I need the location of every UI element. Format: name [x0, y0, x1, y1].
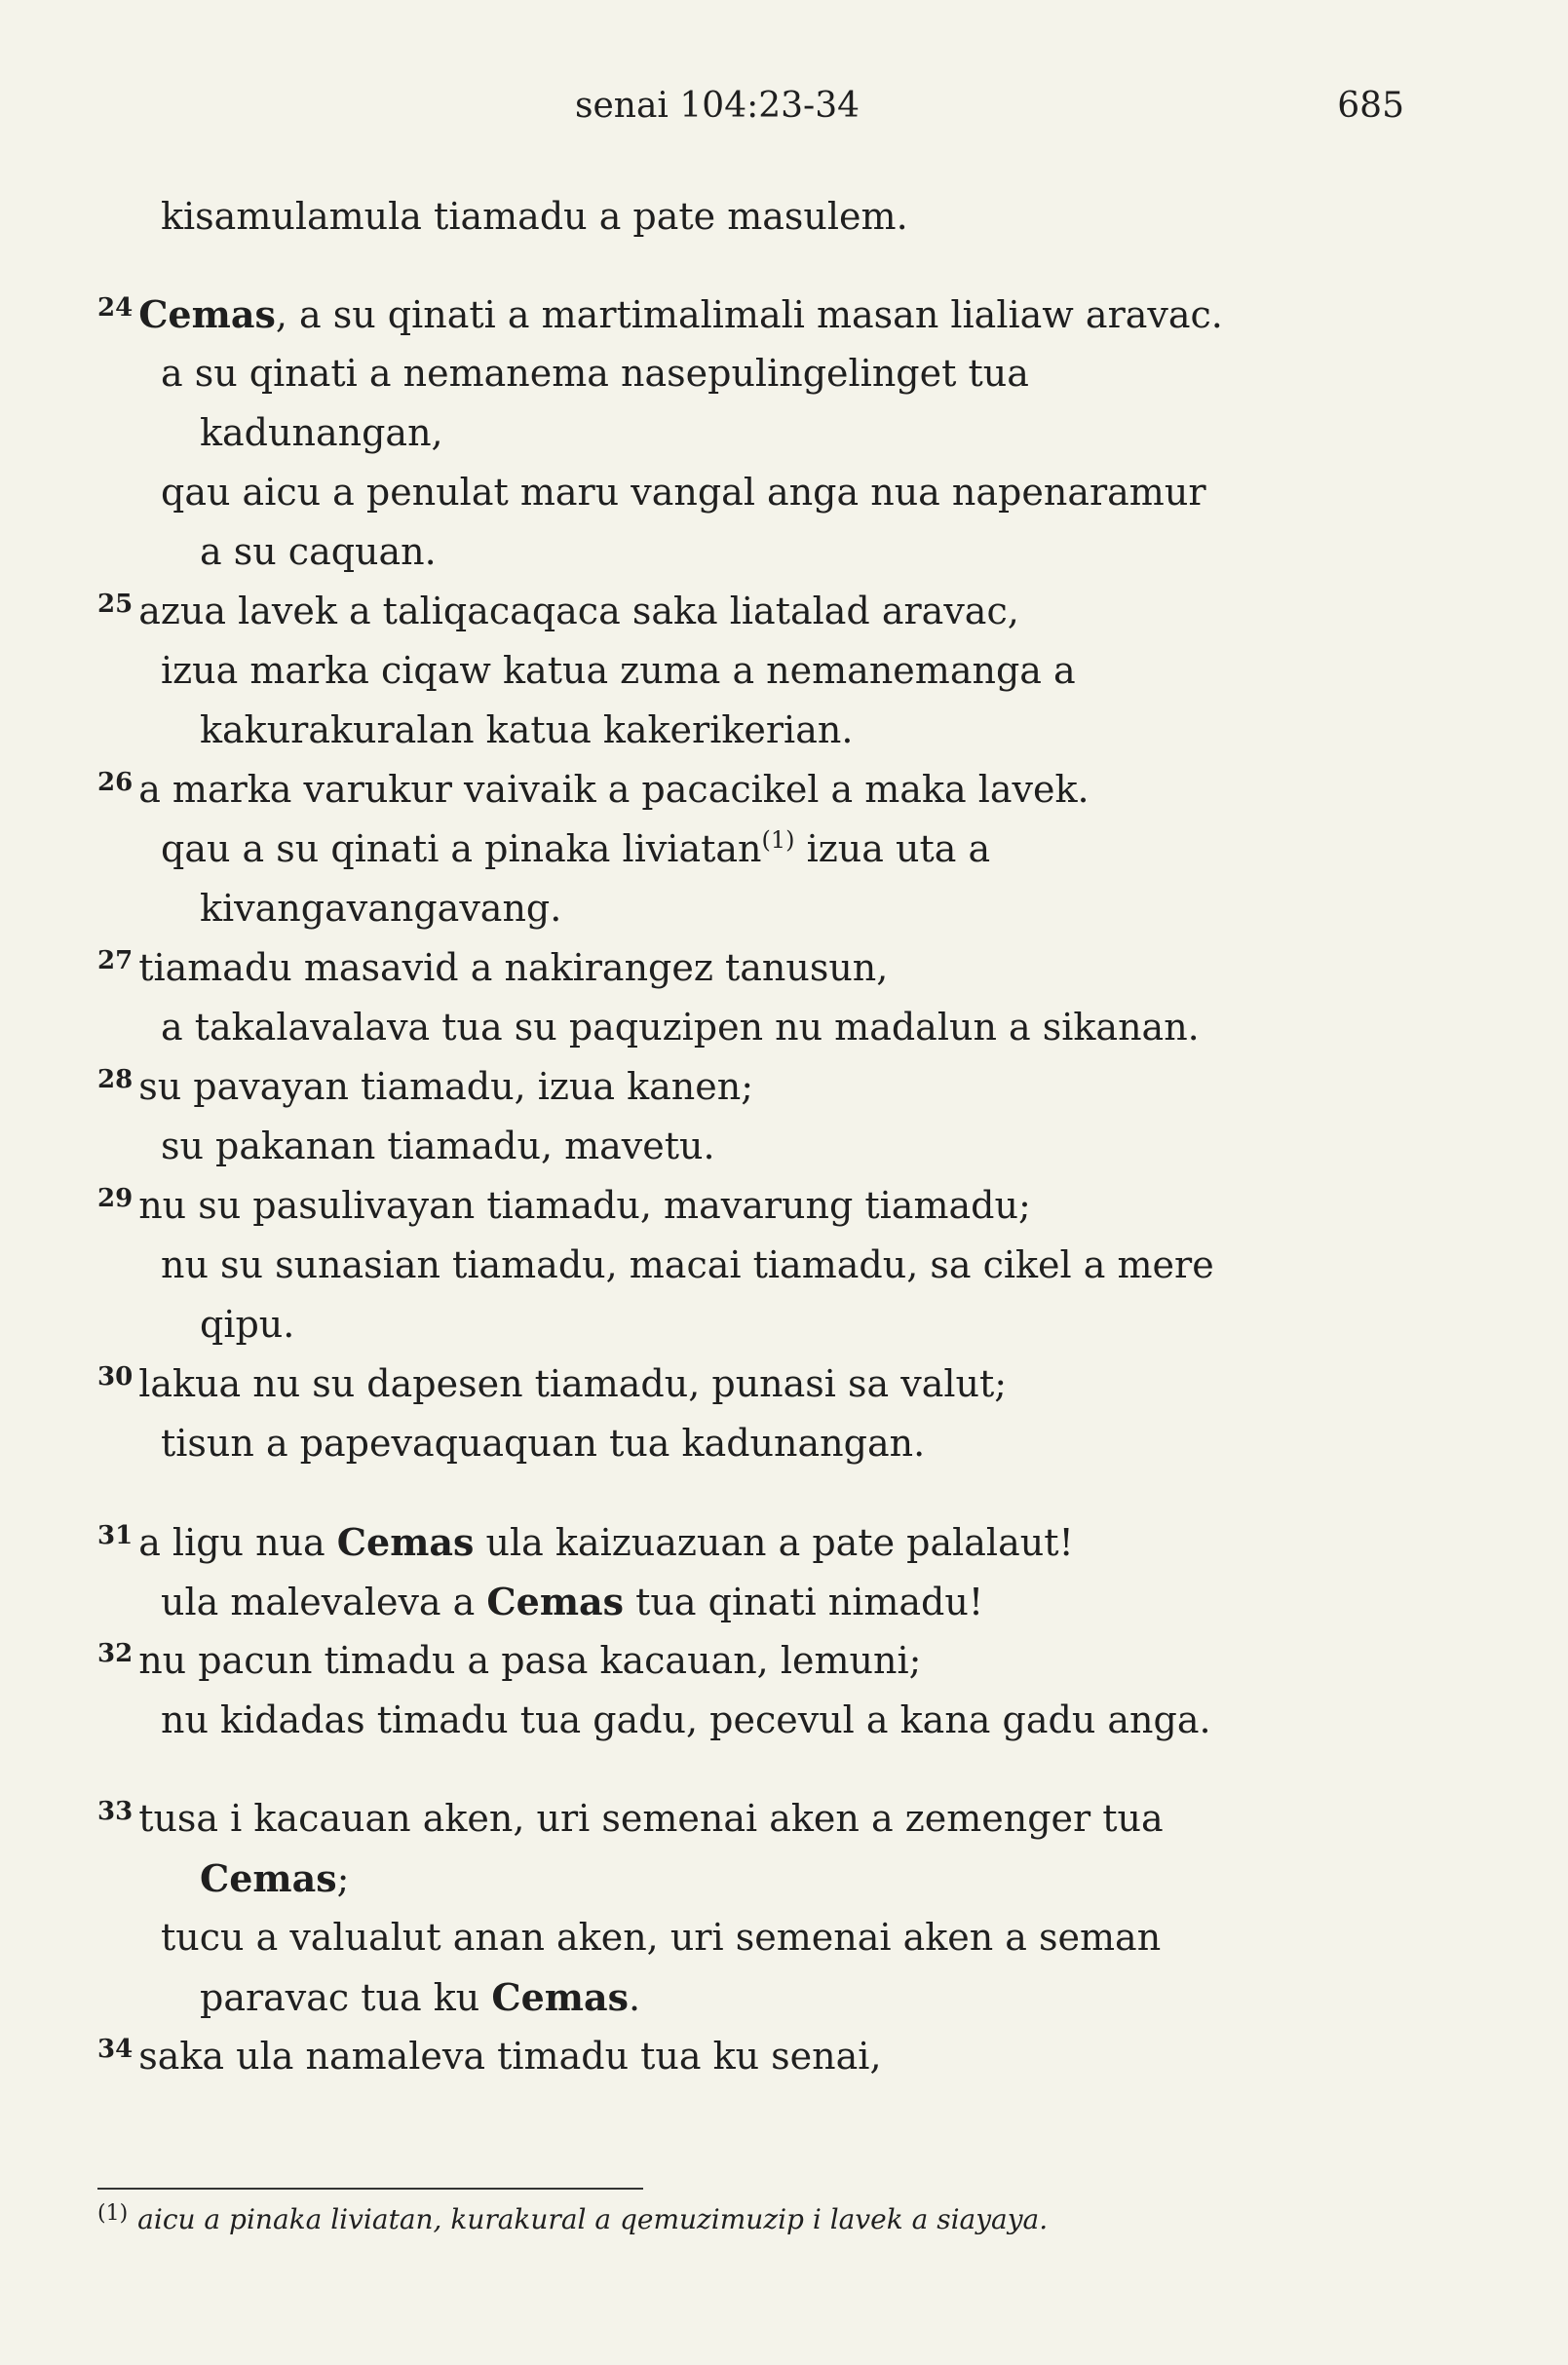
- verse-text: paravac tua ku: [200, 1976, 492, 2019]
- verse-text: su pakanan tiamadu, mavetu.: [161, 1125, 715, 1167]
- text-line: [97, 1057, 753, 1122]
- text-line: [200, 701, 853, 760]
- verse-text: qipu.: [200, 1303, 295, 1346]
- verse-text: saka ula namaleva timadu tua ku senai,: [138, 2035, 882, 2078]
- text-line: [97, 1631, 921, 1696]
- verse-text: qau a su qinati a pinaka liviatan: [161, 827, 762, 870]
- page-header: [0, 86, 1568, 144]
- text-line: [161, 641, 1076, 701]
- text-line: [200, 1967, 640, 2028]
- verse-text: tucu a valualut anan aken, uri semenai aken a seman: [161, 1916, 1162, 1959]
- text-line: [161, 463, 1205, 522]
- verse-number: 33: [97, 1797, 134, 1826]
- text-line: [161, 820, 990, 884]
- verse-text: nu kidadas timadu tua gadu, pecevul a kana gadu anga.: [161, 1698, 1211, 1741]
- verse-text: , a su qinati a martimalimali masan lialiaw aravac.: [275, 293, 1223, 336]
- text-line: [161, 1908, 1161, 1967]
- text-line: [161, 1572, 983, 1632]
- text-line: [200, 1295, 294, 1354]
- verse-number: 32: [97, 1639, 134, 1668]
- chapter-verse-range: 104:23-34: [679, 86, 860, 126]
- verse-text: a su caquan.: [200, 530, 437, 573]
- page-number: 685: [1337, 86, 1404, 126]
- verse-number: 31: [97, 1521, 134, 1550]
- verse-text: ;: [336, 1857, 350, 1900]
- text-line: [97, 285, 1223, 350]
- text-line: [97, 1176, 1031, 1240]
- verse-text: izua uta a: [794, 827, 991, 870]
- text-line: [97, 582, 1019, 646]
- footnote-mark: (1): [97, 2201, 129, 2226]
- text-line: [200, 1849, 349, 1909]
- divine-name: Cemas: [486, 1580, 625, 1623]
- text-line: [97, 1354, 1007, 1419]
- text-line: [97, 1512, 1074, 1578]
- divine-name: Cemas: [200, 1856, 337, 1900]
- verse-text: a su qinati a nemanema nasepulingelinget tua: [161, 352, 1029, 395]
- footnote-divider: [97, 2188, 643, 2190]
- verse-number: 29: [97, 1184, 134, 1213]
- verse-number: 24: [97, 293, 134, 323]
- verse-number: 30: [97, 1362, 134, 1392]
- verse-text: nu pacun timadu a pasa kacauan, lemuni;: [138, 1639, 922, 1682]
- text-line: [97, 2027, 882, 2091]
- verse-text: a takalavalava tua su paquzipen nu madalun a sikanan.: [161, 1006, 1200, 1049]
- verse-text: tua qinati nimadu!: [624, 1581, 984, 1623]
- verse-text: .: [629, 1976, 641, 2019]
- text-line: [161, 1414, 925, 1473]
- verse-number: 25: [97, 590, 134, 619]
- verse-text: tiamadu masavid a nakirangez tanusun,: [138, 946, 889, 989]
- verse-text: qau aicu a penulat maru vangal anga nua napenaramur: [161, 471, 1206, 514]
- verse-text: a ligu nua: [138, 1521, 337, 1564]
- verse-text: lakua nu su dapesen tiamadu, punasi sa valut;: [138, 1362, 1008, 1405]
- running-head: [575, 86, 860, 126]
- verse-text: izua marka ciqaw katua zuma a nemanemanga a: [161, 649, 1076, 692]
- verse-text: azua lavek a taliqacaqaca saka liatalad aravac,: [138, 590, 1019, 632]
- book-name: senai: [575, 86, 669, 126]
- text-line: [97, 760, 1090, 824]
- text-line: [200, 522, 437, 582]
- text-line: [161, 1117, 715, 1176]
- verse-text: ula malevaleva a: [161, 1581, 487, 1623]
- verse-number: 27: [97, 946, 134, 975]
- verse-text: su pavayan tiamadu, izua kanen;: [138, 1065, 754, 1108]
- verse-text: tusa i kacauan aken, uri semenai aken a zemenger tua: [138, 1797, 1164, 1840]
- text-line: [200, 879, 561, 938]
- text-line: [161, 1236, 1214, 1295]
- footnote: [97, 2200, 1048, 2242]
- divine-name: Cemas: [138, 292, 276, 336]
- divine-name: Cemas: [336, 1520, 475, 1564]
- verse-number: 34: [97, 2035, 134, 2064]
- verse-text: kadunangan,: [200, 411, 443, 454]
- text-line: [97, 938, 888, 1003]
- text-line: [200, 403, 443, 463]
- text-line: [97, 1789, 1164, 1853]
- verse-text: nu su pasulivayan tiamadu, mavarung tiamadu;: [138, 1184, 1031, 1227]
- verse-text: nu su sunasian tiamadu, macai tiamadu, sa cikel a mere: [161, 1243, 1214, 1286]
- text-line: [161, 998, 1200, 1057]
- verse-text: ula kaizuazuan a pate palalaut!: [474, 1521, 1074, 1564]
- verse-number: 26: [97, 768, 134, 797]
- verse-text: tisun a papevaquaquan tua kadunangan.: [161, 1422, 926, 1465]
- divine-name: Cemas: [491, 1975, 629, 2019]
- verse-number: 28: [97, 1065, 134, 1094]
- text-line: [161, 187, 908, 247]
- verse-text: kisamulamula tiamadu a pate masulem.: [161, 195, 908, 238]
- text-line: [161, 344, 1029, 403]
- verse-text: kakurakuralan katua kakerikerian.: [200, 708, 854, 751]
- footnote-text: aicu a pinaka liviatan, kurakural a qemuzimuzip i lavek a siayaya.: [137, 2203, 1049, 2235]
- text-line: [161, 1691, 1211, 1750]
- footnote-reference: (1): [761, 826, 795, 854]
- verse-text: kivangavangavang.: [200, 887, 562, 930]
- verse-text: a marka varukur vaivaik a pacacikel a maka lavek.: [138, 768, 1090, 811]
